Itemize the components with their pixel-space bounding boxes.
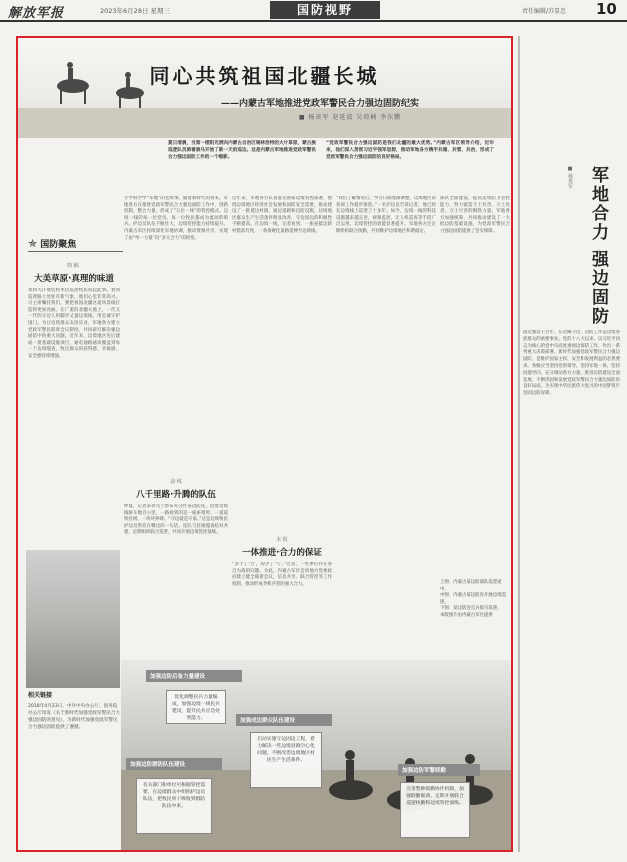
column-3-body: 近年来，军地各方认真落实国家边境管控部署，围绕边境地区经济社会发展和国防安全需要，推动建设了一批抵边村镇、通边道路和边防设施。边境地区群众生产生活条件明显改善，守边固边的积极性不断提高。在边境一线，记者看到，一座座抵边新村错落有致，一条条硬化道路延伸至边境线。	[232, 196, 332, 234]
sub3-kicker: 本 报	[276, 537, 288, 543]
editor-credit: 责任编辑/苏显忠	[522, 8, 567, 15]
sub3-title: 一体推进·合力的保证	[242, 548, 322, 558]
info-box-2-label: 加强边防群防队伍建设	[126, 758, 222, 770]
lead-paragraph-left: 夏日清晨，当第一缕阳光洒向内蒙古自治区锡林浩特的大片草原，蒙古族巡逻队员骑着骏马开始了新一天的巡边。这是内蒙古军地推进党政军警民合力强边固防工作的一个缩影。	[168, 141, 316, 160]
sub3-body: “多个了‘力’，却少了‘气’。”过去，一些单位存在各自为战的问题。为此，内蒙古军区会同地方党委政府建立健全联席会议、信息共享、联合管控等工作机制，推动形成齐抓共管的强大合力。	[232, 562, 332, 587]
star-icon: ✯	[28, 236, 38, 250]
info-box-3-text: 启动实施守边固边工程，着力解决一些边境县镇空心化问题，不断改善边境地区村民生产生活条件。	[250, 732, 322, 788]
credit-line: 下图：某边防连官兵骑马巡逻。	[440, 606, 502, 612]
sub2-body: 仲夏，记者采访乌兰察布军分区某边防连，沿着边境线驱车数百公里，一路看到的是一座座哨所、一道道铁丝网、一块块界碑。“守边就是守家。”这是边境牧民护边员常挂在嘴边的一句话。连队与驻地嘎查结对共建，定期组织联合巡逻，共同开展边境管控演练。	[124, 504, 228, 536]
issue-date: 2023年6月28日 星期三	[100, 7, 171, 15]
page-number: 10	[596, 0, 617, 18]
related-link-text: 2018年4月23日，中共中央办公厅、国务院办公厅印发《关于新时代加强党政军警民合力强边固防的意见》，为新时代加强党政军警民合力强边固防提供了遵循。	[28, 704, 120, 730]
credit-line: 中图：内蒙古某边防连开展边境巡逻。	[440, 593, 506, 605]
info-box-3-label: 加强成边群众队伍建设	[236, 714, 332, 726]
column-4-body: “我们了解情况后，学习日期逐渐调整，边境地区的各项工作稳步推进。”一名护边员告诉记者，他已经在边境线上巡逻了十多年。如今，边境一线的科技设施越来越完善，视频监控、无人机巡查等手段广泛运用，边境管控的效能显著提升。军地各方还定期组织联合执勤，共同维护边境地区和谐稳定。	[336, 196, 436, 234]
sub2-title: 八千里路·升腾的队伍	[136, 490, 216, 500]
sub2-kicker: 前 线	[170, 479, 182, 485]
info-box-4-text: 完善警种联勤协作机制，加强联勤联训，定期开展联合巡逻执勤和边境管控演练。	[400, 782, 470, 838]
feature-headline: 同心共筑祖国北疆长城	[149, 64, 380, 88]
lead-paragraph-right: “党政军警民合力强边固防是我们北疆的最大优势。”内蒙古军区领导介绍，近年来，他们深入贯彻习近平强军思想，推动军地各方携手共建、共管、共治，形成了党政军警民合力强边固防的良好格局。	[326, 141, 494, 160]
watchtower-photo	[26, 550, 120, 688]
commentary-body: 固边强边千百年，在边陲守边，边防工作是边境各族群众的重要事业。党的十八大以来，以习近平同志为核心的党中央高度重视边海防工作，作出一系列重大决策部署。新时代加强党政军警民合力强边固防，是维护国家主权、安全和发展利益的必然要求。各级应当坚持党的领导，坚持军地一体，坚持问题导向，充分调动各方力量，推进边防建设全面发展，不断巩固和发展党政军警民合力强边固防的良好局面，为实现中华民族伟大复兴的中国梦筑牢坚固边防屏障。	[523, 330, 620, 397]
info-box-1-label: 加强边防后备力量建设	[146, 670, 242, 682]
sub1-body: 我和大汗敖包阿木拉巡逻牧民说起此事。看到巡逻路上处处有新气象，他们心里非常高兴。习主席嘱托我们，要把祖国北疆这道风景线打造得更加亮丽。在广袤的北疆大地上，一代又一代的守边人用脚步丈量边境线，用忠诚守护国门。为让边境群众安居乐业，军地各方建立党政军警民联席会议制度，共同研究解决强边固防中的重大问题。近年来，边境地区先后建成一批基础设施项目，通电通路通讯覆盖到每一个边境嘎查，牧民群众的获得感、幸福感、安全感持续增强。	[28, 288, 120, 359]
column-5-body: 部队全面建设，提高边境防卫管控能力，努力锻造守土有责、守土负责、守土尽责的钢铁力量。军地各方加强统筹，共同推动建设了一大批边防基础设施，为党政军警民合力强边固防提供了坚实保障。	[440, 196, 510, 234]
photo-credits	[440, 580, 510, 620]
column-2-body: 小学科学学“军地”的老故事。随着新时代的到来，军地各方在推进党政军警民合力强边固防工作中，创新机制，整合力量，形成了“五位一体”的管控模式。边境一线的每一位党员、每一位牧民都成为流动的哨兵。护边员队伍不断壮大，边境管控能力持续提升。内蒙古军区持续深化军地协调，推动资源共享，实现了由“单一力量”向“多元合力”的转变。	[124, 196, 228, 241]
feature-byline: ■ 杨贵军 赵延波 吴琼楠 李东鹏	[298, 114, 402, 121]
info-box-4-label: 加强边防军警联勤	[398, 764, 480, 776]
credit-line: 上图：内蒙古某边防部队巡逻途中。	[440, 580, 502, 592]
section-tag	[28, 236, 118, 250]
commentary-author: ■ 杨贵军	[567, 166, 573, 189]
info-box-2-text: 有关部门和单位可根据管控需要，在边境群众中组织护边员队伍，把牧民骨干吸收到群防队伍中来。	[136, 778, 212, 834]
related-link-label: 相关链接	[28, 692, 53, 699]
commentary-title: 军地合力 强边固防	[588, 166, 608, 326]
column-divider	[518, 36, 520, 852]
info-box-1-text: 优化调整民兵力量编成，加强边境一线民兵建设，提升民兵应急处突能力。	[166, 690, 226, 724]
section-title: 国防视野	[270, 1, 380, 19]
newspaper-logo: 解放军报	[8, 6, 65, 21]
sub1-kicker: 特 稿	[67, 263, 79, 269]
credit-line: 本版图片由内蒙古军区提供	[440, 612, 493, 618]
masthead	[0, 0, 627, 22]
section-tag-rule	[28, 251, 123, 252]
section-tag-label: 国防聚焦	[40, 239, 77, 250]
feature-subhead: ——内蒙古军地推进党政军警民合力强边固防纪实	[220, 99, 419, 109]
sub1-title: 大美草原·真理的味道	[34, 274, 114, 284]
